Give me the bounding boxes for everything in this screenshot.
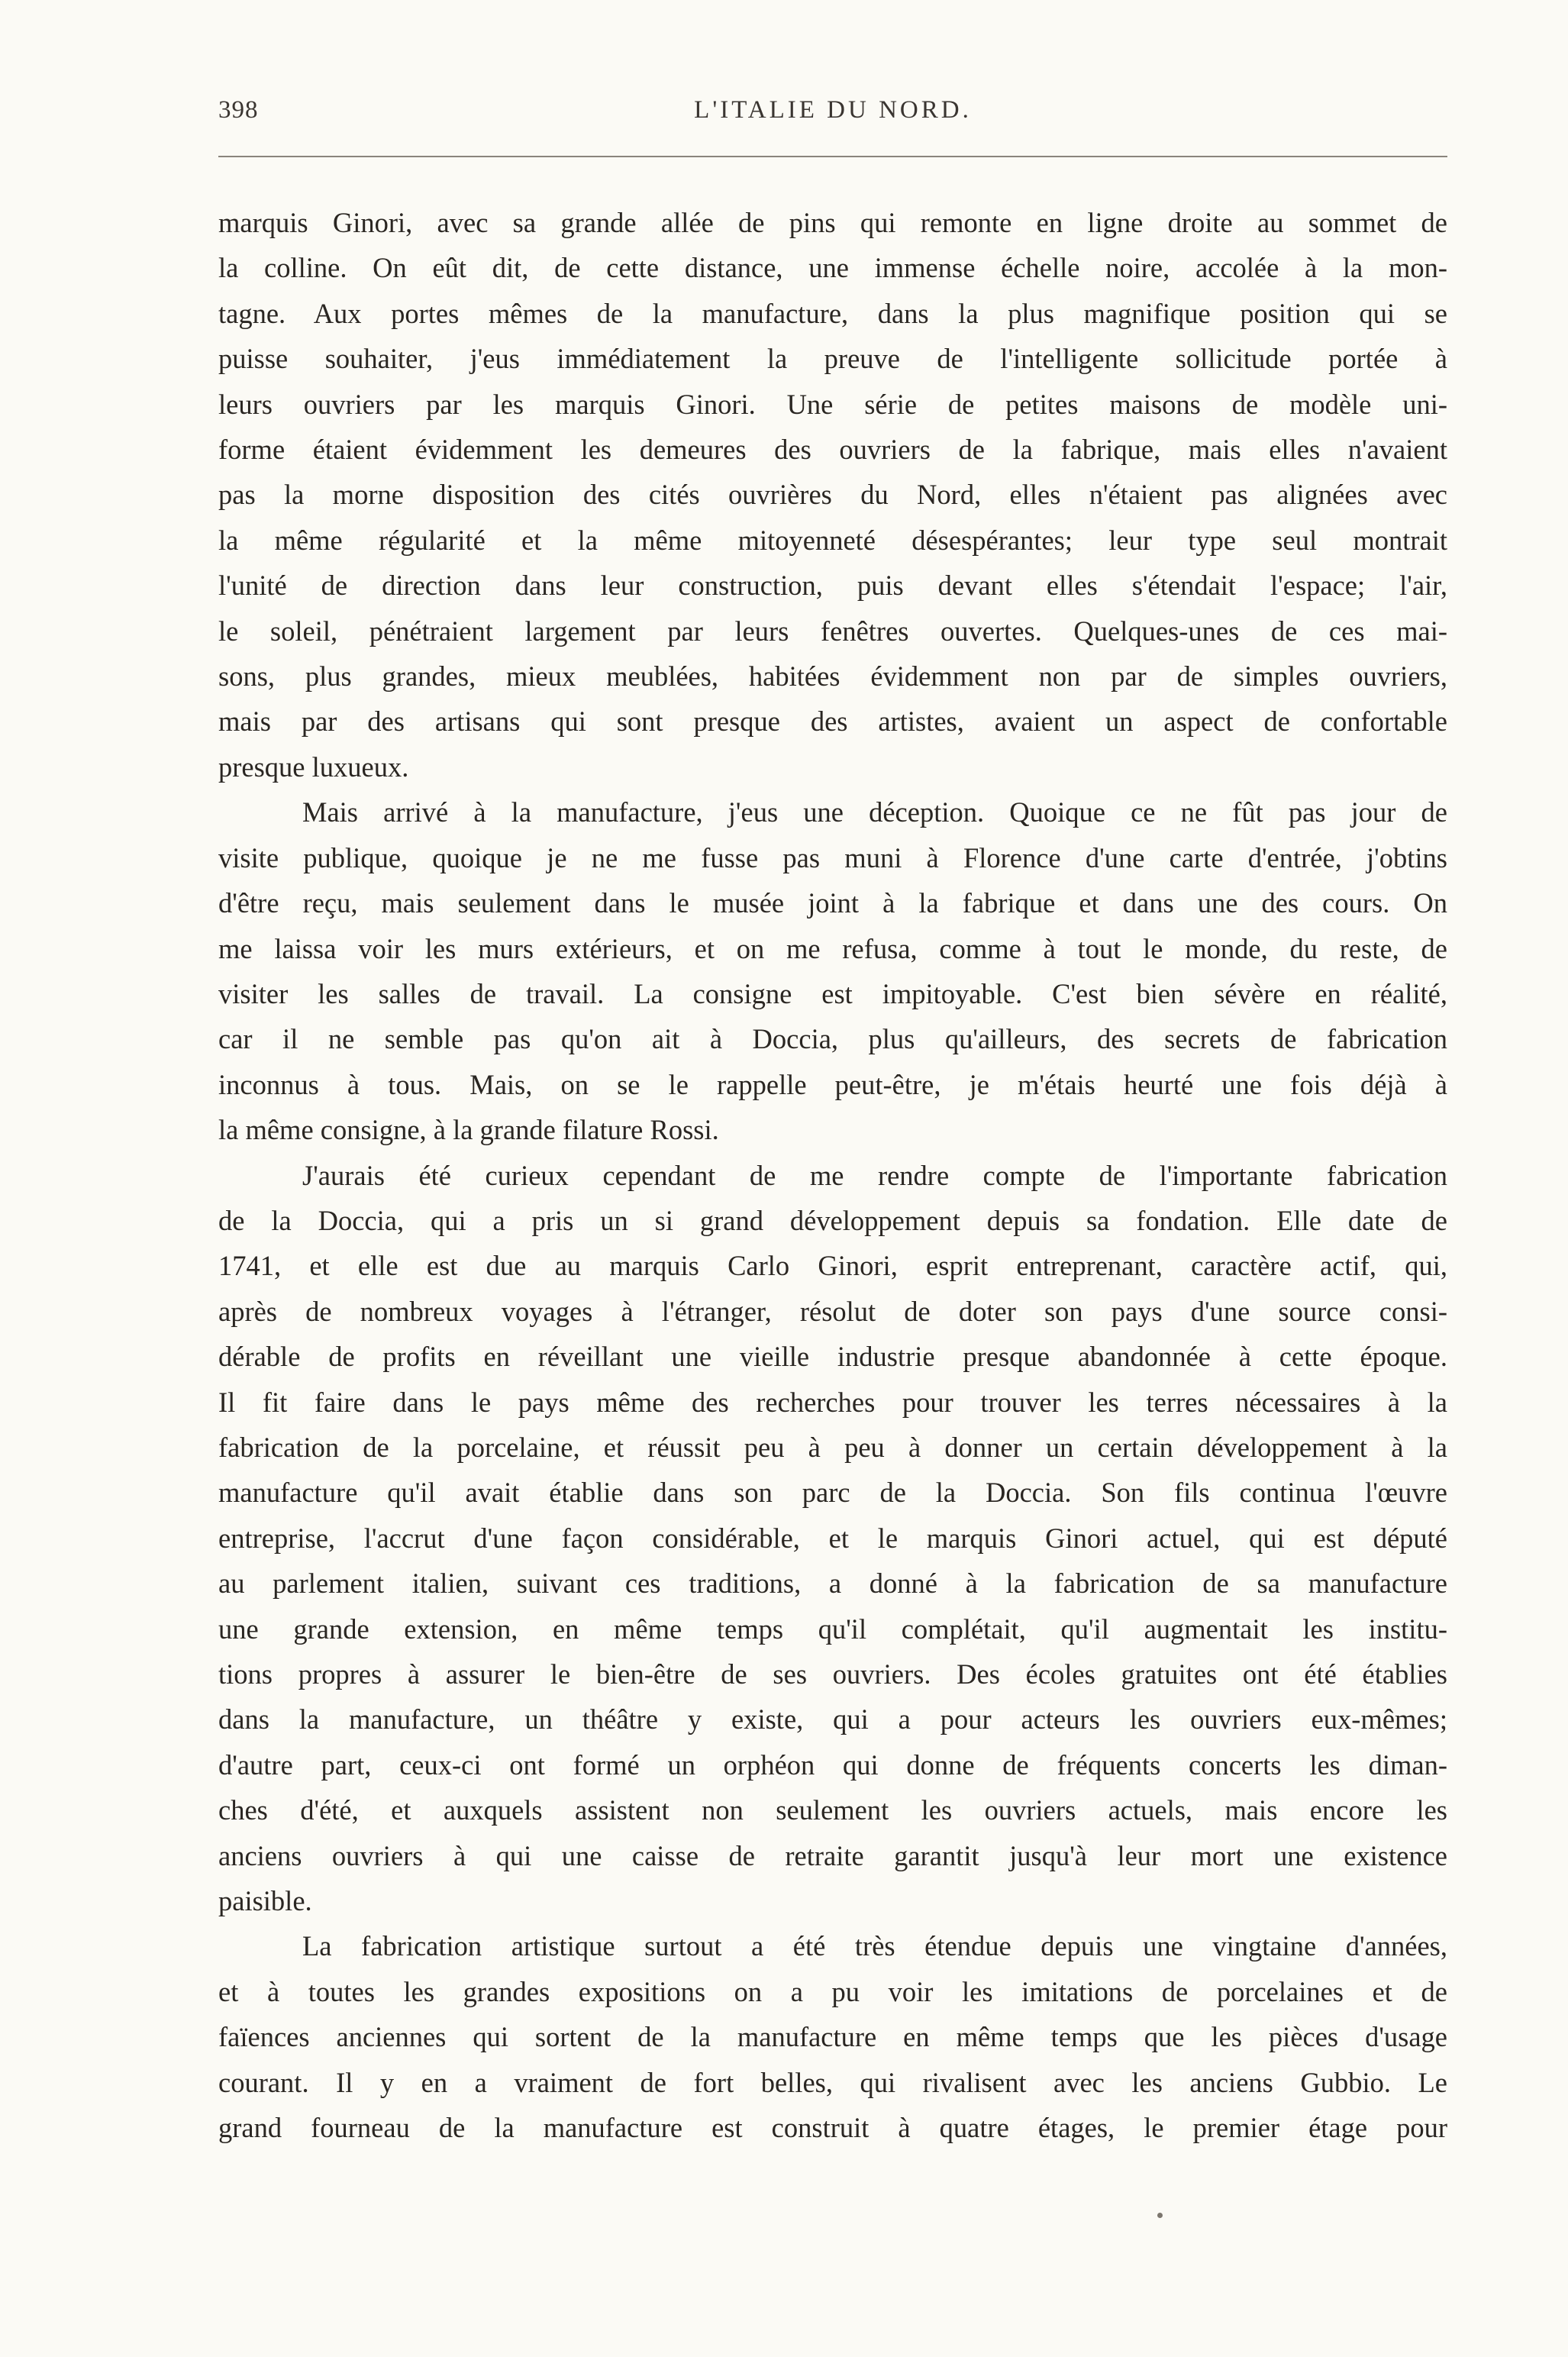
text-line: au parlement italien, suivant ces traditions, a donné à la fabrication de sa manufacture	[218, 1568, 1447, 1600]
text-line: sons, plus grandes, mieux meublées, habitées évidemment non par de simples ouvriers,	[218, 660, 1447, 693]
text-line: Mais arrivé à la manufacture, j'eus une déception. Quoique ce ne fût pas jour de	[302, 796, 1447, 828]
text-line: dans la manufacture, un théâtre y existe, qui a pour acteurs les ouvriers eux-mêmes;	[218, 1703, 1447, 1735]
text-line: courant. Il y en a vraiment de fort belles, qui rivalisent avec les anciens Gubbio. Le	[218, 2066, 1447, 2098]
text-line: l'unité de direction dans leur construction, puis devant elles s'étendait l'espace; l'air,	[218, 570, 1447, 602]
text-line: pas la morne disposition des cités ouvrières du Nord, elles n'étaient pas alignées avec	[218, 479, 1447, 511]
text-line: d'être reçu, mais seulement dans le musée joint à la fabrique et dans une des cours. On	[218, 887, 1447, 919]
text-line: tagne. Aux portes mêmes de la manufacture, dans la plus magnifique position qui se	[218, 297, 1447, 329]
text-line: d'autre part, ceux-ci ont formé un orphéon qui donne de fréquents concerts les diman-	[218, 1748, 1447, 1781]
text-line: visiter les salles de travail. La consigne est impitoyable. C'est bien sévère en réalité,	[218, 977, 1447, 1009]
text-line: la même régularité et la même mitoyenneté désespérantes; leur type seul montrait	[218, 524, 1447, 556]
text-line: anciens ouvriers à qui une caisse de retraite garantit jusqu'à leur mort une existence	[218, 1839, 1447, 1871]
body-text	[218, 200, 1447, 2150]
text-line: la même consigne, à la grande filature Rossi.	[218, 1114, 719, 1146]
text-line: puisse souhaiter, j'eus immédiatement la preuve de l'intelligente sollicitude portée à	[218, 343, 1447, 375]
running-head	[218, 96, 1447, 142]
text-line: car il ne semble pas qu'on ait à Doccia, plus qu'ailleurs, des secrets de fabrication	[218, 1023, 1447, 1055]
text-line: La fabrication artistique surtout a été très étendue depuis une vingtaine d'années,	[302, 1930, 1447, 1962]
text-line: manufacture qu'il avait établie dans son parc de la Doccia. Son fils continua l'œuvre	[218, 1477, 1447, 1509]
text-line: presque luxueux.	[218, 751, 409, 783]
text-line: marquis Ginori, avec sa grande allée de pins qui remonte en ligne droite au sommet de	[218, 207, 1447, 238]
text-line: dérable de profits en réveillant une vieille industrie presque abandonnée à cette époque.	[218, 1341, 1447, 1373]
text-line: paisible.	[218, 1885, 312, 1917]
header-rule	[218, 156, 1447, 157]
text-line: de la Doccia, qui a pris un si grand développement depuis sa fondation. Elle date de	[218, 1204, 1447, 1236]
text-line: le soleil, pénétraient largement par leurs fenêtres ouvertes. Quelques-unes de ces mai-	[218, 615, 1447, 647]
text-line: forme étaient évidemment les demeures des ouvriers de la fabrique, mais elles n'avaient	[218, 434, 1447, 466]
page-number: 398	[218, 96, 259, 124]
text-line: et à toutes les grandes expositions on a pu voir les imitations de porcelaines et de	[218, 1975, 1447, 2007]
text-line: une grande extension, en même temps qu'il complétait, qu'il augmentait les institu-	[218, 1613, 1447, 1645]
text-line: après de nombreux voyages à l'étranger, résolut de doter son pays d'une source consi-	[218, 1295, 1447, 1327]
text-line: inconnus à tous. Mais, on se le rappelle peut-être, je m'étais heurté une fois déjà à	[218, 1068, 1447, 1100]
text-line: me laissa voir les murs extérieurs, et on me refusa, comme à tout le monde, du reste, de	[218, 932, 1447, 964]
text-line: 1741, et elle est due au marquis Carlo Ginori, esprit entreprenant, caractère actif, qui,	[218, 1250, 1447, 1282]
text-line: leurs ouvriers par les marquis Ginori. Une série de petites maisons de modèle uni-	[218, 388, 1447, 420]
text-line: la colline. On eût dit, de cette distance, une immense échelle noire, accolée à la mon-	[218, 252, 1447, 284]
text-line: visite publique, quoique je ne me fusse pas muni à Florence d'une carte d'entrée, j'obtins	[218, 841, 1447, 873]
text-line: grand fourneau de la manufacture est construit à quatre étages, le premier étage pour	[218, 2112, 1447, 2144]
text-line: faïences anciennes qui sortent de la manufacture en même temps que les pièces d'usage	[218, 2021, 1447, 2053]
paper-speck	[1157, 2213, 1163, 2218]
text-line: entreprise, l'accrut d'une façon considérable, et le marquis Ginori actuel, qui est député	[218, 1522, 1447, 1554]
text-line: Il fit faire dans le pays même des recherches pour trouver les terres nécessaires à la	[218, 1386, 1447, 1418]
text-line: J'aurais été curieux cependant de me rendre compte de l'importante fabrication	[302, 1159, 1447, 1191]
running-title: L'ITALIE DU NORD.	[694, 96, 972, 124]
text-line: tions propres à assurer le bien-être de ses ouvriers. Des écoles gratuites ont été établies	[218, 1658, 1447, 1690]
text-line: mais par des artisans qui sont presque des artistes, avaient un aspect de confortable	[218, 705, 1447, 738]
text-line: ches d'été, et auxquels assistent non seulement les ouvriers actuels, mais encore les	[218, 1794, 1447, 1826]
text-line: fabrication de la porcelaine, et réussit peu à peu à donner un certain développement à la	[218, 1431, 1447, 1463]
